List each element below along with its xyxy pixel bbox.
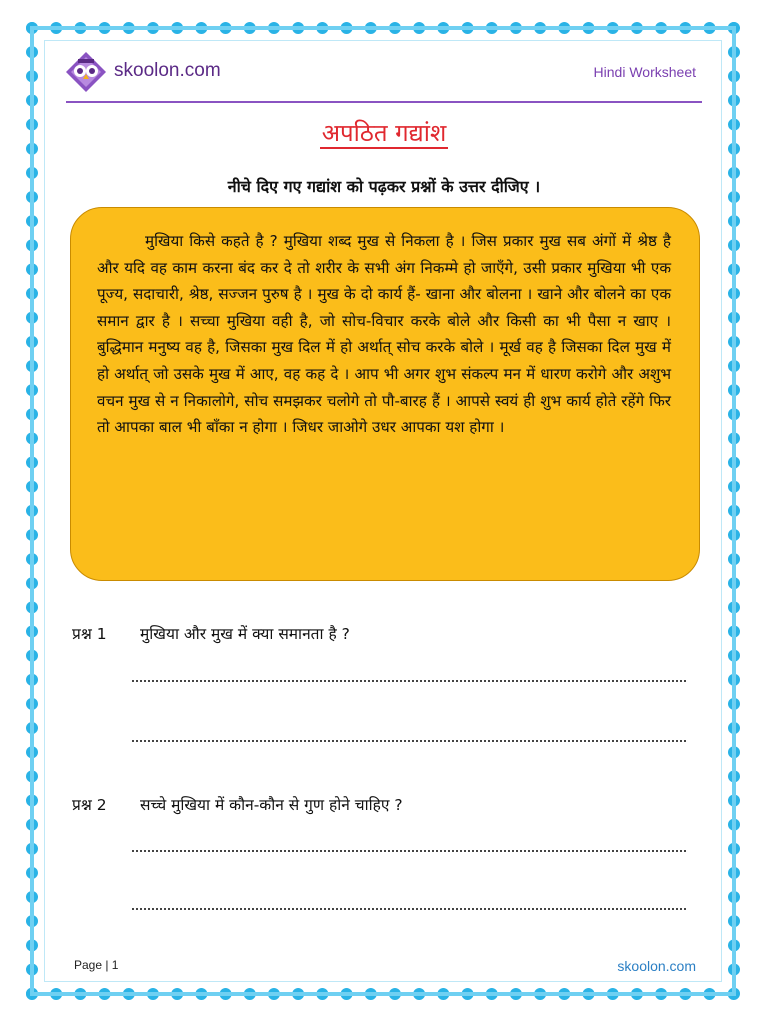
header-divider — [66, 101, 702, 103]
passage-box — [70, 207, 700, 581]
question-text: मुखिया और मुख में क्या समानता है ? — [140, 625, 350, 643]
answer-line-1b[interactable] — [132, 740, 686, 742]
answer-line-2b[interactable] — [132, 908, 686, 910]
page-title-text: अपठित गद्यांश — [321, 119, 447, 147]
page-number: Page | 1 — [74, 958, 119, 972]
brand-name: skoolon.com — [114, 60, 221, 81]
question-2 — [72, 793, 712, 815]
question-1 — [72, 622, 712, 644]
question-number: प्रश्न 1 — [72, 625, 107, 643]
page-title — [0, 116, 768, 149]
answer-line-1a[interactable] — [132, 680, 686, 682]
owl-logo-icon — [64, 50, 108, 94]
question-text: सच्चे मुखिया में कौन-कौन से गुण होने चाहिए ? — [140, 796, 403, 814]
question-number: प्रश्न 2 — [72, 796, 107, 814]
footer-site-link[interactable]: skoolon.com — [617, 958, 696, 974]
answer-line-2a[interactable] — [132, 850, 686, 852]
page-header — [62, 44, 702, 102]
passage-text: मुखिया किसे कहते है ? मुखिया शब्द मुख से निकला है । जिस प्रकार मुख सब अंगों में श्रेष्ठ है और यदि वह काम करना बंद कर दे तो शरीर के सभी अंग निकम्मे हो जाएँगे, उसी प्रकार मुखिया भी एक पूज्य, सदाचारी, श्रेष्ठ, सज्जन पुरुष है । मुख के दो कार्य हैं- खाना और बोलना । खाने और बोलने का एक समान द्वार है । सच्चा मुखिया वही है, जो सोच-विचार करके बोले और किसी का भी पैसा न खाए । बुद्धिमान मनुष्य वह है, जिसका मुख दिल में हो अर्थात् सोच करके बोले । मूर्ख वह है जिसका दिल मुख में हो अर्थात् जो उसके मुख में आए, वह कह दे । आप भी अगर शुभ संकल्प मन में धारण करोगे और अशुभ वचन मुख से न निकालोगे, सोच समझकर चलोगे तो पौ-बारह हैं । आपसे स्वयं ही शुभ कार्य होते रहेंगे फिर तो आपका बाल भी बाँका न होगा । जिधर जाओगे उधर आपका यश होगा । — [97, 232, 671, 437]
instruction-text: नीचे दिए गए गद्यांश को पढ़कर प्रश्नों के उत्तर दीजिए । — [227, 177, 541, 196]
worksheet-label: Hindi Worksheet — [593, 64, 696, 80]
